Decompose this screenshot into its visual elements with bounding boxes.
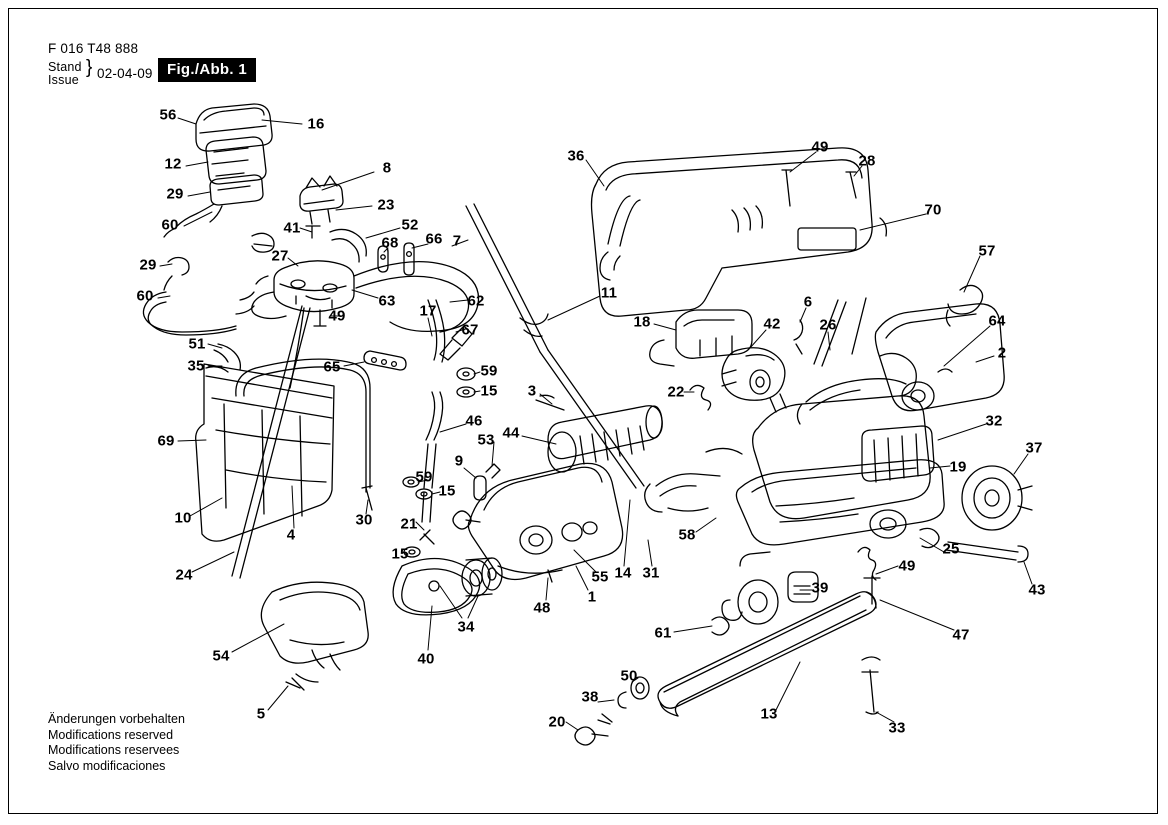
callout-number: 60 bbox=[136, 287, 154, 305]
callout-number: 52 bbox=[401, 216, 419, 234]
callout-number: 4 bbox=[286, 526, 296, 544]
callout-number: 49 bbox=[898, 557, 916, 575]
callout-number: 64 bbox=[988, 312, 1006, 330]
callout-number: 65 bbox=[323, 358, 341, 376]
callout-number: 55 bbox=[591, 568, 609, 586]
callout-number: 3 bbox=[527, 382, 537, 400]
callout-number: 68 bbox=[381, 234, 399, 252]
callout-number: 20 bbox=[548, 713, 566, 731]
callout-number: 7 bbox=[452, 232, 462, 250]
callout-number: 59 bbox=[415, 468, 433, 486]
callout-number: 15 bbox=[391, 545, 409, 563]
callout-number: 54 bbox=[212, 647, 230, 665]
callout-number: 62 bbox=[467, 292, 485, 310]
callout-number: 30 bbox=[355, 511, 373, 529]
callout-number: 15 bbox=[438, 482, 456, 500]
callout-number: 16 bbox=[307, 115, 325, 133]
callout-number: 18 bbox=[633, 313, 651, 331]
callout-number: 29 bbox=[139, 256, 157, 274]
callout-number: 60 bbox=[161, 216, 179, 234]
callout-number: 36 bbox=[567, 147, 585, 165]
callout-number: 21 bbox=[400, 515, 418, 533]
callout-number: 17 bbox=[419, 302, 437, 320]
callout-number: 58 bbox=[678, 526, 696, 544]
callout-number: 35 bbox=[187, 357, 205, 375]
callout-number: 51 bbox=[188, 335, 206, 353]
footer-line-fr: Modifications reservees bbox=[48, 743, 180, 757]
callout-number: 63 bbox=[378, 292, 396, 310]
callout-number: 12 bbox=[164, 155, 182, 173]
callout-number: 1 bbox=[587, 588, 597, 606]
callout-number: 27 bbox=[271, 247, 289, 265]
callout-number: 43 bbox=[1028, 581, 1046, 599]
callout-number: 44 bbox=[502, 424, 520, 442]
callout-number: 33 bbox=[888, 719, 906, 737]
callout-number: 25 bbox=[942, 540, 960, 558]
callout-number: 47 bbox=[952, 626, 970, 644]
callout-number: 48 bbox=[533, 599, 551, 617]
callout-number: 28 bbox=[858, 152, 876, 170]
callout-number: 11 bbox=[600, 284, 618, 302]
brace-glyph: } bbox=[86, 57, 93, 78]
callout-number: 69 bbox=[157, 432, 175, 450]
issue-label: Issue bbox=[48, 73, 79, 87]
callout-number: 57 bbox=[978, 242, 996, 260]
callout-number: 13 bbox=[760, 705, 778, 723]
callout-number: 22 bbox=[667, 383, 685, 401]
callout-number: 46 bbox=[465, 412, 483, 430]
callout-number: 10 bbox=[174, 509, 192, 527]
callout-number: 59 bbox=[480, 362, 498, 380]
callout-number: 56 bbox=[159, 106, 177, 124]
callout-number: 40 bbox=[417, 650, 435, 668]
callout-number: 41 bbox=[283, 219, 301, 237]
callout-number: 66 bbox=[425, 230, 443, 248]
callout-number: 49 bbox=[811, 138, 829, 156]
callout-number: 26 bbox=[819, 316, 837, 334]
callout-number: 37 bbox=[1025, 439, 1043, 457]
callout-number: 67 bbox=[461, 321, 479, 339]
callout-number: 70 bbox=[924, 201, 942, 219]
callout-number: 14 bbox=[614, 564, 632, 582]
footer-line-es: Salvo modificaciones bbox=[48, 758, 166, 773]
callout-number: 53 bbox=[477, 431, 495, 449]
callout-number: 42 bbox=[763, 315, 781, 333]
callout-number: 23 bbox=[377, 196, 395, 214]
stand-label: Stand bbox=[48, 60, 82, 74]
part-number: F 016 T48 888 bbox=[48, 41, 139, 56]
callout-number: 9 bbox=[454, 452, 464, 470]
callout-number: 50 bbox=[620, 667, 638, 685]
figure-badge: Fig./Abb. 1 bbox=[158, 58, 256, 82]
footer-line-de: Änderungen vorbehalten bbox=[48, 712, 185, 726]
callout-number: 39 bbox=[811, 579, 829, 597]
callout-number: 19 bbox=[949, 458, 967, 476]
callout-number: 24 bbox=[175, 566, 193, 584]
callout-number: 61 bbox=[654, 624, 672, 642]
callout-number: 8 bbox=[382, 159, 392, 177]
callout-number: 32 bbox=[985, 412, 1003, 430]
callout-number: 49 bbox=[328, 307, 346, 325]
callout-number: 5 bbox=[256, 705, 266, 723]
revision-date: 02-04-09 bbox=[97, 66, 153, 81]
callout-number: 34 bbox=[457, 618, 475, 636]
footer-disclaimer bbox=[48, 712, 185, 774]
callout-number: 38 bbox=[581, 688, 599, 706]
callout-number: 31 bbox=[642, 564, 660, 582]
callout-number: 2 bbox=[997, 344, 1007, 362]
callout-number: 29 bbox=[166, 185, 184, 203]
callout-number: 15 bbox=[480, 382, 498, 400]
footer-line-en: Modifications reserved bbox=[48, 727, 174, 742]
callout-number: 6 bbox=[803, 293, 813, 311]
